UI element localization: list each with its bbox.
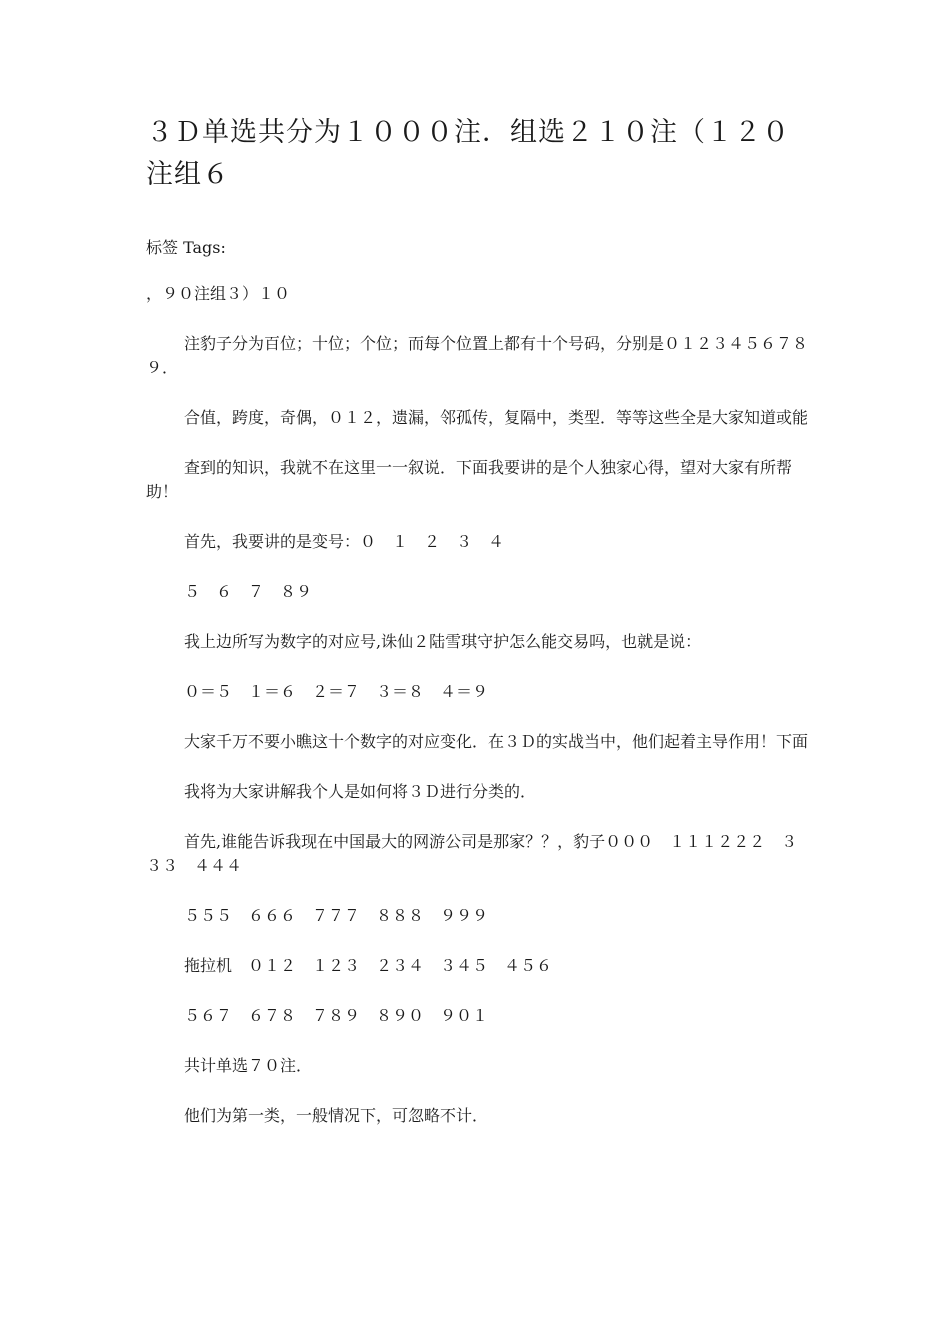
paragraph: ５６７ ６７８ ７８９ ８９０ ９０１	[184, 1006, 489, 1025]
paragraph: ，９０注组３）１０	[146, 284, 291, 303]
paragraph: 查到的知识，我就不在这里一一叙说．下面我要讲的是个人独家心得，望对大家有所帮助！	[146, 458, 793, 501]
paragraph: ５５５ ６６６ ７７７ ８８８ ９９９	[184, 906, 489, 925]
paragraph: 我上边所写为数字的对应号,诛仙２陆雪琪守护怎么能交易吗，也就是说：	[184, 632, 702, 651]
paragraph: 首先，我要讲的是变号：０ １ ２ ３ ４	[184, 532, 505, 551]
tags-label: 标签 Tags:	[146, 238, 226, 257]
paragraph: 我将为大家讲解我个人是如何将３Ｄ进行分类的．	[184, 782, 537, 801]
paragraph: ０＝５ １＝６ ２＝７ ３＝８ ４＝９	[184, 682, 489, 701]
paragraph: 大家千万不要小瞧这十个数字的对应变化．在３Ｄ的实战当中，他们起着主导作用！下面	[184, 732, 809, 751]
paragraph: 拖拉机 ０１２ １２３ ２３４ ３４５ ４５６	[184, 956, 553, 975]
paragraph: 注豹子分为百位；十位；个位；而每个位置上都有十个号码，分别是０１２３４５６７８９．	[146, 334, 809, 377]
document-page	[146, 112, 808, 1128]
paragraph: 他们为第一类，一般情况下，可忽略不计．	[184, 1106, 489, 1125]
paragraph: 共计单选７０注．	[184, 1056, 313, 1075]
paragraph: 首先,谁能告诉我现在中国最大的网游公司是那家？？，豹子０００ １１１２２２ ３３３ ４４４	[146, 832, 798, 875]
document-title: ３Ｄ单选共分为１０００注．组选２１０注（１２０注组６	[146, 117, 790, 190]
paragraph: ５ ６ ７ ８９	[184, 582, 313, 601]
paragraph: 合值，跨度，奇偶，０１２，遗漏，邻孤传，复隔中，类型．等等这些全是大家知道或能	[184, 408, 809, 427]
